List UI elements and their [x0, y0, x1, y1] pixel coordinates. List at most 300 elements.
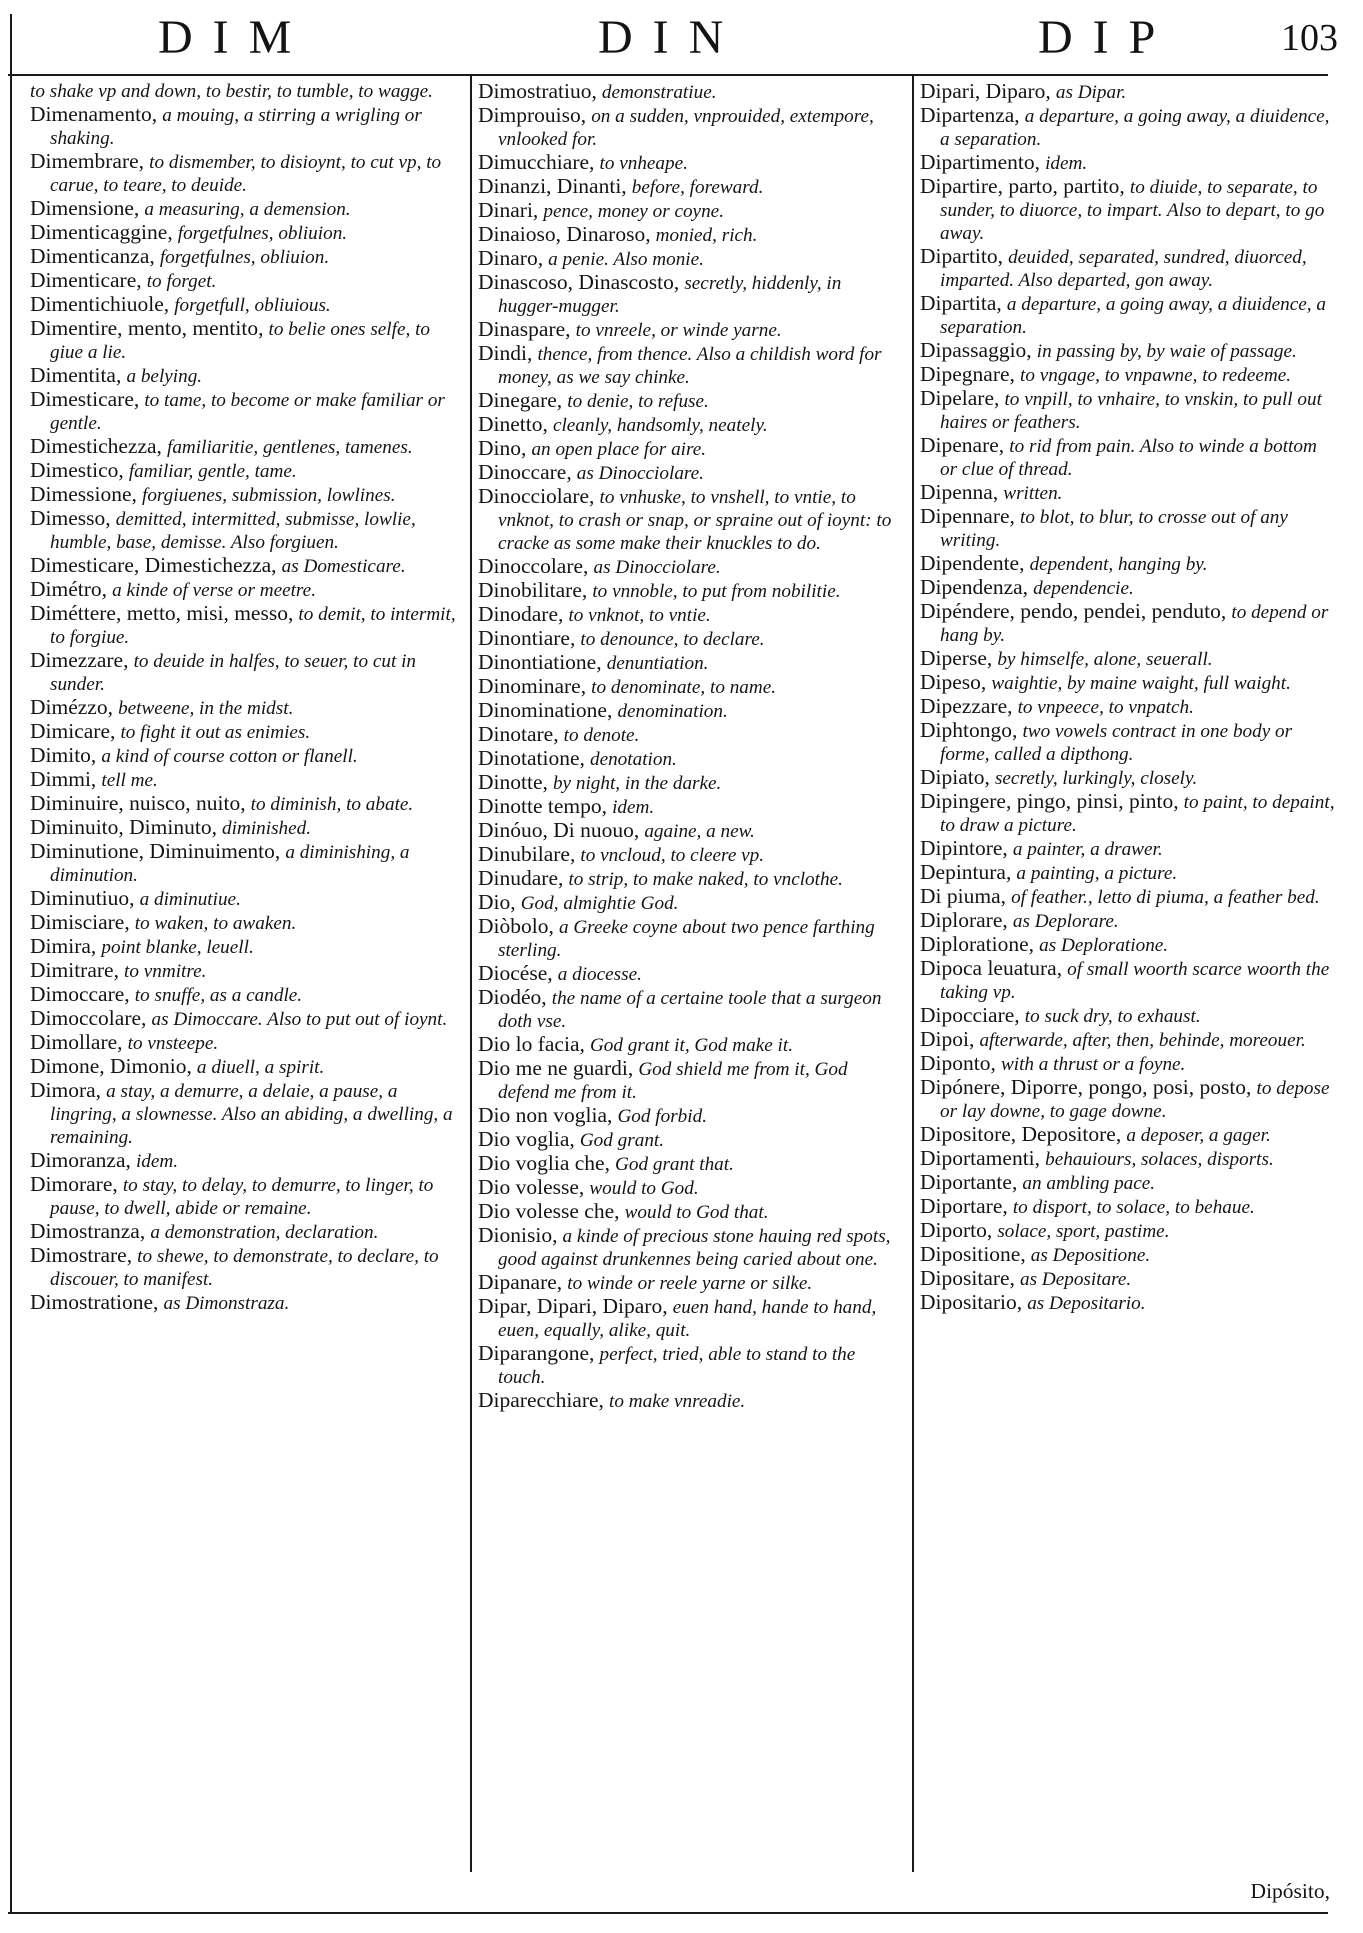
headword: Diphtongo, — [920, 718, 1018, 742]
dictionary-entry — [478, 104, 903, 151]
definition: a Greeke coyne about two pence farthing sterling. — [498, 917, 875, 961]
dictionary-entry — [30, 768, 460, 792]
dictionary-entry — [920, 885, 1338, 909]
definition: as Dinocciolare. — [576, 463, 704, 484]
headword: Diminutione, Diminuimento, — [30, 839, 281, 863]
headword: Diporto, — [920, 1218, 993, 1242]
definition: deuided, separated, sundred, diuorced, imparted. Also departed, gon away. — [940, 247, 1307, 291]
dictionary-entry — [30, 507, 460, 554]
headword: Dimoranza, — [30, 1148, 131, 1172]
dictionary-entry — [478, 1342, 903, 1389]
dictionary-entry — [478, 437, 903, 461]
dictionary-entry — [30, 1149, 460, 1173]
headword: Dinontiare, — [478, 626, 576, 650]
definition: to vnknot, to vntie. — [568, 605, 711, 626]
dictionary-entry — [920, 1147, 1338, 1171]
definition: to stay, to delay, to demurre, to linger, to pause, to dwell, abide or remaine. — [50, 1175, 434, 1219]
definition: denomination. — [617, 701, 728, 722]
headword: Dimestichezza, — [30, 434, 162, 458]
headword: Dipónere, Diporre, pongo, posi, posto, — [920, 1075, 1252, 1099]
headword: Dindi, — [478, 341, 533, 365]
definition: secretly, lurkingly, closely. — [994, 768, 1198, 789]
definition: to denote. — [563, 725, 640, 746]
headword: Dimentita, — [30, 363, 122, 387]
headword: Dipéndere, pendo, pendei, penduto, — [920, 599, 1227, 623]
dictionary-entry — [478, 915, 903, 962]
dictionary-entry — [478, 223, 903, 247]
definition: perfect, tried, able to stand to the touch. — [498, 1344, 856, 1388]
dictionary-entry — [478, 1104, 903, 1128]
definition: of small woorth scarce woorth the taking vp. — [940, 959, 1330, 1003]
definition: a demonstration, declaration. — [150, 1222, 379, 1243]
definition: to vnpeece, to vnpatch. — [1017, 697, 1194, 718]
dictionary-entry — [920, 151, 1338, 175]
definition: afterwarde, after, then, behinde, moreouer. — [979, 1030, 1306, 1051]
headword: Dimestico, — [30, 458, 124, 482]
definition: two vowels contract in one body or forme, called a dipthong. — [940, 721, 1293, 765]
definition: forgetfull, obliuious. — [174, 295, 331, 316]
dictionary-entry — [920, 481, 1338, 505]
dictionary-entry — [30, 245, 460, 269]
definition: on a sudden, vnprouided, extempore, vnlooked for. — [498, 106, 874, 150]
dictionary-entry — [478, 1152, 903, 1176]
dictionary-entry — [920, 1171, 1338, 1195]
dictionary-entry — [478, 579, 903, 603]
definition: to diminish, to abate. — [250, 794, 414, 815]
dictionary-entry — [478, 1295, 903, 1342]
definition: to vnheape. — [599, 153, 688, 174]
headword: Dimira, — [30, 934, 97, 958]
headword: Dinominatione, — [478, 698, 613, 722]
column-1 — [30, 80, 460, 1315]
dictionary-entry — [920, 80, 1338, 104]
definition: idem. — [1045, 153, 1088, 174]
dictionary-entry — [920, 292, 1338, 339]
dictionary-entry — [30, 1055, 460, 1079]
headword: Dipiato, — [920, 765, 990, 789]
definition: to blot, to blur, to crosse out of any writing. — [940, 507, 1288, 551]
dictionary-entry — [30, 792, 460, 816]
headword: Dipositare, — [920, 1266, 1015, 1290]
definition: as Dinocciolare. — [593, 557, 721, 578]
headword: Dipartito, — [920, 244, 1003, 268]
headword: Dinotare, — [478, 722, 559, 746]
headword: Dimoccolare, — [30, 1006, 147, 1030]
definition: in passing by, by waie of passage. — [1036, 341, 1297, 362]
dictionary-entry — [920, 647, 1338, 671]
definition: a departure, a going away, a diuidence, a separation. — [940, 106, 1330, 150]
definition: an open place for aire. — [531, 439, 707, 460]
headword: Diòbolo, — [478, 914, 554, 938]
dictionary-entry — [478, 199, 903, 223]
headword: Dimentire, mento, mentito, — [30, 316, 264, 340]
headword: Dimostranza, — [30, 1219, 146, 1243]
definition: by himselfe, alone, seuerall. — [997, 649, 1213, 670]
headword: Dio voglia che, — [478, 1151, 610, 1175]
definition: God, almightie God. — [520, 893, 679, 914]
dictionary-entry — [478, 675, 903, 699]
headword: Diminuito, Diminuto, — [30, 815, 217, 839]
dictionary-entry — [920, 1123, 1338, 1147]
definition: as Dimoccare. Also to put out of ioynt. — [151, 1009, 448, 1030]
dictionary-entry — [920, 505, 1338, 552]
dictionary-entry — [30, 578, 460, 602]
headword: Dimensione, — [30, 196, 140, 220]
definition: a diminutiue. — [139, 889, 241, 910]
headword: Dimollare, — [30, 1030, 123, 1054]
dictionary-entry — [478, 962, 903, 986]
headword: Dinaioso, Dinaroso, — [478, 222, 651, 246]
headword: Dimmi, — [30, 767, 97, 791]
dictionary-entry — [920, 671, 1338, 695]
definition: a penie. Also monie. — [548, 249, 704, 270]
dictionary-entry — [478, 318, 903, 342]
definition: to vnhuske, to vnshell, to vntie, to vnknot, to crash or snap, or spraine out of ioynt: to cracke as some make their knuckles to do. — [498, 487, 892, 554]
headword: Dimora, — [30, 1078, 102, 1102]
headword: Dinudare, — [478, 866, 564, 890]
dictionary-entry — [30, 1079, 460, 1149]
headword: Dimenticanza, — [30, 244, 155, 268]
dictionary-entry — [478, 795, 903, 819]
column-2 — [478, 80, 903, 1413]
headword: Dipeso, — [920, 670, 987, 694]
headword: Dipegnare, — [920, 362, 1015, 386]
headword: Dipoi, — [920, 1027, 975, 1051]
headword: Dipingere, pingo, pinsi, pinto, — [920, 789, 1179, 813]
dictionary-entry — [30, 150, 460, 197]
definition: to demit, to intermit, to forgiue. — [50, 604, 456, 648]
dictionary-entry — [920, 766, 1338, 790]
dictionary-entry — [30, 887, 460, 911]
definition: a diocesse. — [557, 964, 642, 985]
headword: Diodéo, — [478, 985, 547, 1009]
page-number: 103 — [1281, 17, 1338, 59]
headword: Dinotte tempo, — [478, 794, 607, 818]
dictionary-entry — [920, 909, 1338, 933]
definition: to vnreele, or winde yarne. — [575, 320, 782, 341]
dictionary-entry — [478, 247, 903, 271]
dictionary-entry — [30, 197, 460, 221]
headword: Dio me ne guardi, — [478, 1056, 634, 1080]
headword: Dipanare, — [478, 1270, 563, 1294]
dictionary-entry — [920, 957, 1338, 1004]
headword: Dipartenza, — [920, 103, 1020, 127]
headword: Dimitrare, — [30, 958, 119, 982]
definition: a mouing, a stirring a wrigling or shaking. — [50, 105, 422, 149]
headword: Dinaro, — [478, 246, 544, 270]
definition: to vnpill, to vnhaire, to vnskin, to pull out haires or feathers. — [940, 389, 1322, 433]
definition: a deposer, a gager. — [1126, 1125, 1271, 1146]
definition: forgetfulnes, obliuion. — [159, 247, 330, 268]
definition: the name of a certaine toole that a surgeon doth vse. — [498, 988, 882, 1032]
dictionary-entry — [920, 695, 1338, 719]
dictionary-entry — [478, 986, 903, 1033]
definition: waightie, by maine waight, full waight. — [991, 673, 1291, 694]
dictionary-entry — [478, 843, 903, 867]
definition: to depose or lay downe, to gage downe. — [940, 1078, 1330, 1122]
header-left: DIM — [158, 11, 312, 64]
headword: Dimostratione, — [30, 1290, 159, 1314]
dictionary-entry — [30, 269, 460, 293]
definition: to vngage, to vnpawne, to redeeme. — [1020, 365, 1292, 386]
dictionary-entry — [920, 1291, 1338, 1315]
definition: as Deplorare. — [1012, 911, 1119, 932]
definition: familiar, gentle, tame. — [128, 461, 297, 482]
dictionary-entry — [478, 461, 903, 485]
dictionary-entry — [920, 387, 1338, 434]
dictionary-entry — [920, 434, 1338, 481]
headword: Dimostratiuo, — [478, 79, 597, 103]
definition: to vnnoble, to put from nobilitie. — [592, 581, 841, 602]
definition: as Depositario. — [1027, 1293, 1146, 1314]
definition: by night, in the darke. — [552, 773, 722, 794]
dictionary-entry — [478, 1176, 903, 1200]
dictionary-entry — [30, 816, 460, 840]
dictionary-entry — [920, 552, 1338, 576]
headword: Dimostrare, — [30, 1243, 133, 1267]
definition: euen hand, hande to hand, euen, equally, alike, quit. — [498, 1297, 877, 1341]
headword: Diploratione, — [920, 932, 1035, 956]
definition: againe, a new. — [644, 821, 755, 842]
dictionary-entry — [30, 103, 460, 150]
dictionary-entry — [920, 600, 1338, 647]
headword: Dimesso, — [30, 506, 111, 530]
headword: Dio non voglia, — [478, 1103, 613, 1127]
dictionary-entry — [920, 104, 1338, 151]
headword: Dimone, Dimonio, — [30, 1054, 192, 1078]
definition: to shake vp and down, to bestir, to tumble, to wagge. — [30, 81, 433, 102]
headword: Dipenna, — [920, 480, 999, 504]
definition: a diminishing, a diminution. — [50, 842, 410, 886]
definition: to suck dry, to exhaust. — [1024, 1006, 1201, 1027]
definition: demitted, intermitted, submisse, lowlie, humble, base, demisse. Also forgiuen. — [50, 509, 416, 553]
headword: Diminuire, nuisco, nuito, — [30, 791, 246, 815]
headword: Dinocciolare, — [478, 484, 595, 508]
headword: Depintura, — [920, 860, 1012, 884]
definition: as Depositione. — [1030, 1245, 1151, 1266]
definition: to disport, to solace, to behaue. — [1012, 1197, 1255, 1218]
definition: to denounce, to declare. — [580, 629, 765, 650]
headword: Dipocciare, — [920, 1003, 1020, 1027]
headword: Dimessione, — [30, 482, 137, 506]
definition: with a thrust or a foyne. — [1000, 1054, 1186, 1075]
dictionary-entry — [30, 221, 460, 245]
dictionary-entry — [30, 1291, 460, 1315]
definition: diminished. — [222, 818, 312, 839]
dictionary-entry — [920, 363, 1338, 387]
definition: to waken, to awaken. — [134, 913, 297, 934]
definition: denuntiation. — [606, 653, 709, 674]
dictionary-entry — [478, 723, 903, 747]
headword: Dinaspare, — [478, 317, 571, 341]
definition: before, foreward. — [631, 177, 764, 198]
dictionary-entry — [478, 413, 903, 437]
dictionary-entry — [478, 271, 903, 318]
definition: to vnsteepe. — [127, 1033, 219, 1054]
headword: Dio volesse, — [478, 1175, 585, 1199]
headword: Dimoccare, — [30, 982, 130, 1006]
dictionary-entry — [30, 459, 460, 483]
dictionary-entry — [30, 696, 460, 720]
headword: Dinanzi, Dinanti, — [478, 174, 627, 198]
headword: Dimesticare, — [30, 387, 140, 411]
definition: God grant. — [579, 1130, 665, 1151]
definition: to strip, to make naked, to vnclothe. — [568, 869, 843, 890]
headword: Dimucchiare, — [478, 150, 595, 174]
dictionary-entry — [920, 339, 1338, 363]
definition: to belie ones selfe, to giue a lie. — [50, 319, 431, 363]
dictionary-entry — [30, 1220, 460, 1244]
dictionary-entry — [478, 651, 903, 675]
definition: a stay, a demurre, a delaie, a pause, a lingring, a slownesse. Also an abiding, a dwelling, a remaining. — [50, 1081, 453, 1148]
dictionary-entry — [920, 719, 1338, 766]
headword: Dimenticaggine, — [30, 220, 173, 244]
headword: Dinari, — [478, 198, 539, 222]
dictionary-entry — [920, 1028, 1338, 1052]
headword: Diperse, — [920, 646, 993, 670]
dictionary-entry — [30, 435, 460, 459]
dictionary-entry — [30, 744, 460, 768]
headword: Dinegare, — [478, 388, 563, 412]
headword: Dimézzo, — [30, 695, 113, 719]
definition: to tame, to become or make familiar or gentle. — [50, 390, 445, 434]
column-rule-2 — [912, 74, 914, 1872]
definition: forgiuenes, submission, lowlines. — [141, 485, 396, 506]
definition: as Dipar. — [1055, 82, 1127, 103]
dictionary-entry — [30, 983, 460, 1007]
definition: dependencie. — [1033, 578, 1134, 599]
dictionary-entry — [478, 1200, 903, 1224]
definition: as Domesticare. — [281, 556, 406, 577]
headword: Dinontiatione, — [478, 650, 602, 674]
headword: Diméttere, metto, misi, messo, — [30, 601, 294, 625]
dictionary-entry — [30, 720, 460, 744]
dictionary-entry — [30, 959, 460, 983]
definition: as Dimonstraza. — [163, 1293, 290, 1314]
headword: Dinoccolare, — [478, 554, 589, 578]
header-rule — [8, 74, 1328, 76]
dictionary-entry — [478, 485, 903, 555]
headword: Dipezzare, — [920, 694, 1013, 718]
headword: Dinetto, — [478, 412, 548, 436]
headword: Dimenamento, — [30, 102, 158, 126]
dictionary-entry — [30, 483, 460, 507]
dictionary-entry — [478, 1389, 903, 1413]
definition: monied, rich. — [655, 225, 758, 246]
dictionary-entry — [920, 1076, 1338, 1123]
dictionary-entry — [30, 649, 460, 696]
headword: Dio voglia, — [478, 1127, 575, 1151]
definition: to snuffe, as a candle. — [134, 985, 303, 1006]
headword: Dimisciare, — [30, 910, 130, 934]
dictionary-entry — [30, 293, 460, 317]
headword: Dipennare, — [920, 504, 1015, 528]
headword: Dimprouiso, — [478, 103, 587, 127]
definition: would to God that. — [624, 1202, 769, 1223]
dictionary-entry — [920, 1243, 1338, 1267]
dictionary-entry — [478, 342, 903, 389]
definition: God grant it, God make it. — [589, 1035, 794, 1056]
headword: Dipoca leuatura, — [920, 956, 1063, 980]
definition: to forget. — [146, 271, 217, 292]
definition: God shield me from it, God defend me from it. — [498, 1059, 848, 1103]
headword: Dipintore, — [920, 836, 1008, 860]
headword: Dinotatione, — [478, 746, 585, 770]
definition: secretly, hiddenly, in hugger-mugger. — [498, 273, 842, 317]
headword: Dipositario, — [920, 1290, 1023, 1314]
headword: Diportante, — [920, 1170, 1018, 1194]
headword: Dipositione, — [920, 1242, 1026, 1266]
dictionary-entry — [478, 1271, 903, 1295]
dictionary-entry — [478, 151, 903, 175]
header-center: DIN — [598, 11, 744, 64]
definition: point blanke, leuell. — [101, 937, 254, 958]
definition: to vncloud, to cleere vp. — [580, 845, 765, 866]
headword: Dimembrare, — [30, 149, 145, 173]
dictionary-entry — [30, 554, 460, 578]
definition: familiaritie, gentlenes, tamenes. — [167, 437, 413, 458]
headword: Diponto, — [920, 1051, 996, 1075]
dictionary-entry — [920, 1195, 1338, 1219]
dictionary-entry — [30, 1244, 460, 1291]
column-3 — [920, 80, 1338, 1315]
definition: thence, from thence. Also a childish word for money, as we say chinke. — [498, 344, 882, 388]
headword: Dimicare, — [30, 719, 116, 743]
definition: as Depositare. — [1020, 1269, 1132, 1290]
dictionary-page — [8, 4, 1348, 1924]
headword: Dino, — [478, 436, 527, 460]
dictionary-entry — [478, 747, 903, 771]
definition: written. — [1003, 483, 1063, 504]
definition: a measuring, a demension. — [144, 199, 351, 220]
headword: Dipartita, — [920, 291, 1002, 315]
headword: Dinubilare, — [478, 842, 576, 866]
dictionary-entry — [30, 1007, 460, 1031]
headword: Dinodare, — [478, 602, 564, 626]
running-header — [8, 4, 1348, 76]
dictionary-entry — [478, 1057, 903, 1104]
dictionary-entry — [30, 388, 460, 435]
headword: Dio, — [478, 890, 516, 914]
headword: Dinotte, — [478, 770, 548, 794]
headword: Dionisio, — [478, 1223, 558, 1247]
dictionary-entry — [30, 840, 460, 887]
dictionary-entry — [920, 245, 1338, 292]
column-rule-1 — [470, 74, 472, 1872]
dictionary-entry — [920, 1267, 1338, 1291]
dictionary-entry — [30, 364, 460, 388]
dictionary-entry — [920, 861, 1338, 885]
definition: to paint, to depaint, to draw a picture. — [940, 792, 1335, 836]
headword: Dipendenza, — [920, 575, 1029, 599]
dictionary-entry — [920, 790, 1338, 837]
headword: Dipenare, — [920, 433, 1005, 457]
definition: idem. — [135, 1151, 179, 1172]
definition: to vnmitre. — [124, 961, 207, 982]
dictionary-entry — [478, 1128, 903, 1152]
definition: to make vnreadie. — [609, 1391, 746, 1412]
definition: God grant that. — [615, 1154, 734, 1175]
headword: Dinominare, — [478, 674, 587, 698]
headword: Dinóuo, Di nuouo, — [478, 818, 640, 842]
definition: to fight it out as enimies. — [120, 722, 311, 743]
headword: Di piuma, — [920, 884, 1006, 908]
dictionary-entry — [478, 80, 903, 104]
header-right: DIP — [1038, 11, 1176, 64]
definition: God forbid. — [617, 1106, 708, 1127]
headword: Diparangone, — [478, 1341, 595, 1365]
definition: to winde or reele yarne or silke. — [567, 1273, 813, 1294]
